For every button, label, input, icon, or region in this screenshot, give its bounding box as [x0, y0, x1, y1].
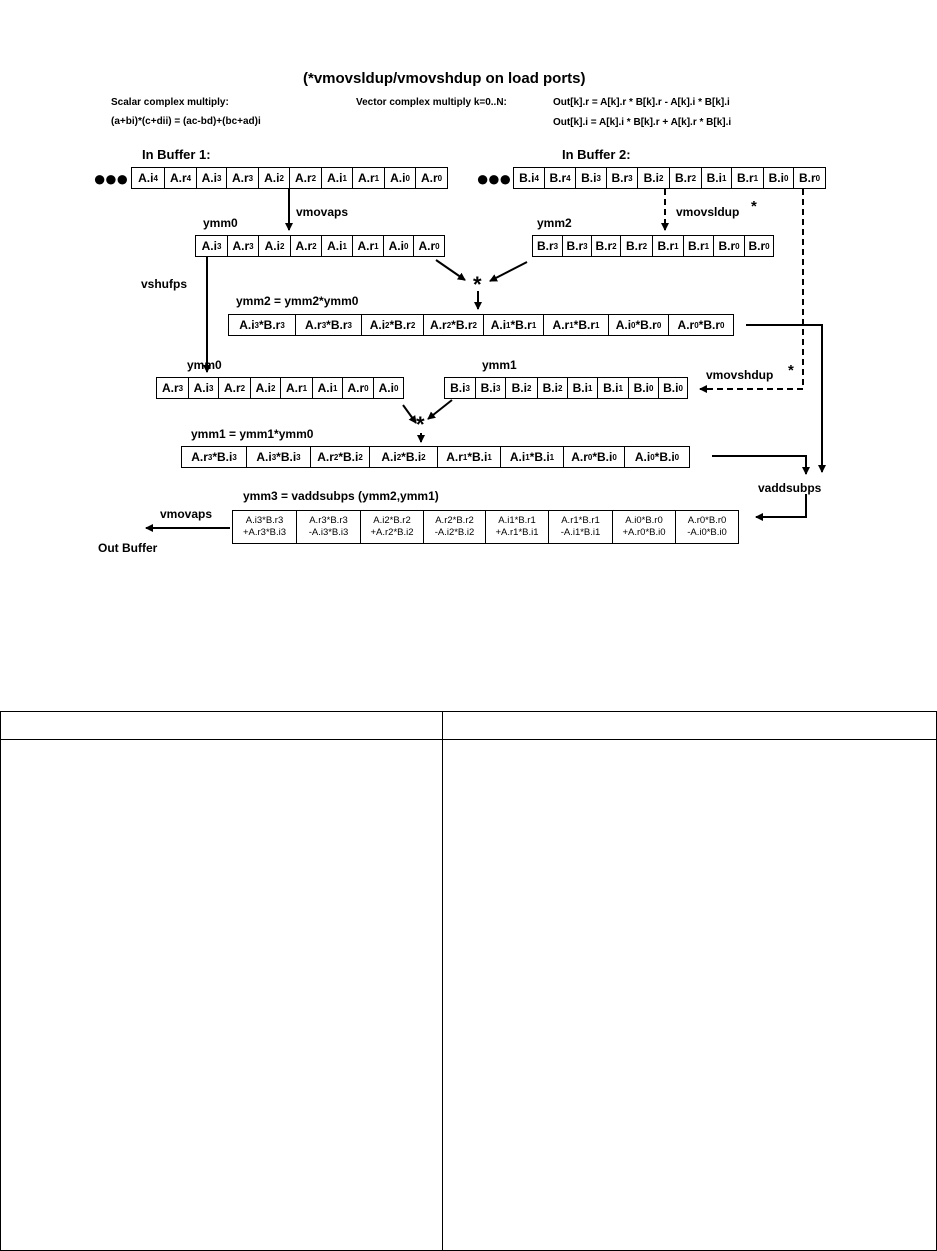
diagram-arrows — [0, 0, 937, 600]
ymm3-cell-line: A.r2*B.r2 — [435, 515, 474, 526]
ymm3-cell-line: A.i1*B.r1 — [498, 515, 536, 526]
ymm1-prod-cell: A.i 0 *B.i 0 — [624, 446, 690, 468]
buf2-cell: B.i 0 — [763, 167, 794, 189]
ymm3-cell-line: A.r3*B.r3 — [309, 515, 348, 526]
ymm3-cell-line: A.r0*B.r0 — [687, 515, 727, 526]
ymm2-prod-cell: A.r 3 *B.r 3 — [295, 314, 362, 336]
ymm3-cell-line: +A.r1*B.i1 — [495, 527, 539, 538]
ymm3-cell-line: +A.r2*B.i2 — [370, 527, 414, 538]
ymm1-prod-cell: A.i 2 *B.i 2 — [369, 446, 438, 468]
buf2-cell: B.r 4 — [544, 167, 576, 189]
ymm3-cell-line: -A.i1*B.i1 — [560, 527, 601, 538]
ymm1-prod-cell: A.r 1 *B.i 1 — [437, 446, 501, 468]
ymm0-cell: A.r 2 — [290, 235, 322, 257]
vmovsldup-star: * — [751, 198, 757, 215]
ymm2-label: ymm2 — [537, 216, 572, 230]
ymm2-cell: B.r 0 — [713, 235, 745, 257]
ymm1-cell: B.i 1 — [597, 377, 629, 399]
vshufps-label: vshufps — [141, 277, 188, 291]
vmovshdup-label: vmovshdup — [706, 368, 774, 382]
ymm3-cell-line: -A.i3*B.i3 — [308, 527, 349, 538]
buf2-cell: B.r 3 — [606, 167, 638, 189]
ymm2-prod-cell: A.r 2 *B.r 2 — [423, 314, 484, 336]
buf2-cell: B.r 2 — [669, 167, 702, 189]
ymm1-label: ymm1 — [482, 358, 517, 372]
ymm3-cell-line: A.r1*B.r1 — [561, 515, 600, 526]
table-column-divider — [442, 712, 443, 1250]
ymm0-cell: A.i 0 — [383, 235, 414, 257]
vmovsldup-label: vmovsldup — [676, 205, 740, 219]
buffer-1-ellipsis: ●●● — [93, 166, 127, 191]
buf1-cell: A.r 2 — [289, 167, 322, 189]
ymm0-cell: A.r 3 — [227, 235, 259, 257]
ymm1-prod-cell: A.r 2 *B.i 2 — [310, 446, 370, 468]
ymm0-cell: A.i 1 — [321, 235, 353, 257]
ymm1-prod-cell: A.i 1 *B.i 1 — [500, 446, 564, 468]
ymm0-shuf-cell: A.r 1 — [280, 377, 313, 399]
mult-star-2: * — [416, 412, 425, 437]
ymm2-prod-cell: A.i 3 *B.r 3 — [228, 314, 296, 336]
ymm3-eq-label: ymm3 = vaddsubps (ymm2,ymm1) — [243, 489, 439, 503]
buf1-cell: A.i 0 — [384, 167, 416, 189]
buf1-cell: A.r 0 — [415, 167, 448, 189]
ymm3-cell-line: +A.r0*B.i0 — [622, 527, 666, 538]
mult-star-1: * — [473, 272, 482, 297]
vmovaps-out-label: vmovaps — [160, 507, 213, 521]
ymm2-cell: B.r 0 — [744, 235, 774, 257]
buf1-cell: A.i 1 — [321, 167, 353, 189]
ymm2-cell: B.r 3 — [562, 235, 592, 257]
buf1-cell: A.i 3 — [196, 167, 227, 189]
ymm3-cell-line: A.i3*B.r3 — [245, 515, 284, 526]
ymm2-eq-label: ymm2 = ymm2*ymm0 — [236, 294, 359, 308]
ymm1-prod-cell: A.i 3 *B.i 3 — [246, 446, 311, 468]
vector-title: Vector complex multiply k=0..N: — [356, 97, 507, 108]
vaddsubps-label: vaddsubps — [758, 481, 822, 495]
buf2-cell: B.i 4 — [513, 167, 545, 189]
buf2-cell: B.i 1 — [701, 167, 732, 189]
ymm1-cell: B.i 1 — [567, 377, 598, 399]
ymm0-cell: A.r 0 — [413, 235, 445, 257]
vmovshdup-star: * — [788, 362, 794, 379]
ymm1-prod-cell: A.r 0 *B.i 0 — [563, 446, 625, 468]
buf2-cell: B.r 0 — [793, 167, 826, 189]
buf1-cell: A.r 1 — [352, 167, 385, 189]
ymm0-shuf-cell: A.i 0 — [373, 377, 404, 399]
ymm1-prod-cell: A.r 3 *B.i 3 — [181, 446, 247, 468]
scalar-formula: (a+bi)*(c+dii) = (ac-bd)+(bc+ad)i — [111, 116, 261, 127]
ymm1-cell: B.i 2 — [505, 377, 538, 399]
ymm0-shuf-cell: A.r 0 — [342, 377, 374, 399]
table-header-row — [1, 712, 936, 740]
vector-formula-i: Out[k].i = A[k].i * B[k].r + A[k].r * B[k].i — [553, 117, 732, 128]
ymm1-eq-label: ymm1 = ymm1*ymm0 — [191, 427, 314, 441]
ymm2-prod-cell: A.i 0 *B.r 0 — [608, 314, 669, 336]
ymm1-cell: B.i 3 — [475, 377, 506, 399]
ymm3-cell-line: A.i0*B.r0 — [625, 515, 663, 526]
ymm0-shuf-cell: A.i 3 — [188, 377, 219, 399]
in-buffer-2-label: In Buffer 2: — [562, 147, 631, 162]
buf1-cell: A.r 4 — [164, 167, 197, 189]
ymm0-label: ymm0 — [203, 216, 238, 230]
ymm2-prod-cell: A.r 0 *B.r 0 — [668, 314, 734, 336]
ymm1-cell: B.i 0 — [628, 377, 659, 399]
ymm0-cell: A.i 3 — [195, 235, 228, 257]
buf1-cell: A.i 2 — [258, 167, 290, 189]
ymm3-cell-line: -A.i2*B.i2 — [434, 527, 475, 538]
ymm3-cell-line: A.i2*B.r2 — [373, 515, 411, 526]
ymm0-shuf-cell: A.i 2 — [250, 377, 281, 399]
scalar-title: Scalar complex multiply: — [111, 97, 229, 108]
buf1-cell: A.r 3 — [226, 167, 259, 189]
ymm0-shuf-cell: A.r 3 — [156, 377, 189, 399]
ymm0-cell: A.i 2 — [258, 235, 291, 257]
ymm2-cell: B.r 3 — [532, 235, 563, 257]
ymm2-cell: B.r 2 — [620, 235, 653, 257]
ymm2-prod-cell: A.i 2 *B.r 2 — [361, 314, 424, 336]
buf2-cell: B.r 1 — [731, 167, 764, 189]
buffer-2-ellipsis: ●●● — [476, 166, 510, 191]
ymm1-cell: B.i 3 — [444, 377, 476, 399]
ymm2-cell: B.r 1 — [683, 235, 714, 257]
ymm2-prod-cell: A.r 1 *B.r 1 — [543, 314, 609, 336]
ymm0b-label: ymm0 — [187, 358, 222, 372]
buf2-cell: B.i 3 — [575, 167, 607, 189]
empty-table — [0, 711, 937, 1251]
ymm3-cell-line: +A.r3*B.i3 — [242, 527, 287, 538]
ymm2-cell: B.r 1 — [652, 235, 684, 257]
diagram-header: (*vmovsldup/vmovshdup on load ports) — [303, 70, 586, 87]
out-buffer-label: Out Buffer — [98, 541, 158, 555]
ymm1-cell: B.i 0 — [658, 377, 688, 399]
ymm0-shuf-cell: A.i 1 — [312, 377, 343, 399]
buf1-cell: A.i 4 — [131, 167, 165, 189]
ymm1-cell: B.i 2 — [537, 377, 568, 399]
buf2-cell: B.i 2 — [637, 167, 670, 189]
ymm0-shuf-cell: A.r 2 — [218, 377, 251, 399]
ymm2-prod-cell: A.i 1 *B.r 1 — [483, 314, 544, 336]
ymm2-cell: B.r 2 — [591, 235, 621, 257]
vmovaps-label: vmovaps — [296, 205, 349, 219]
ymm3-cell-line: -A.i0*B.i0 — [687, 527, 727, 538]
ymm0-cell: A.r 1 — [352, 235, 384, 257]
vector-formula-r: Out[k].r = A[k].r * B[k].r - A[k].i * B[k].i — [553, 97, 730, 108]
in-buffer-1-label: In Buffer 1: — [142, 147, 211, 162]
